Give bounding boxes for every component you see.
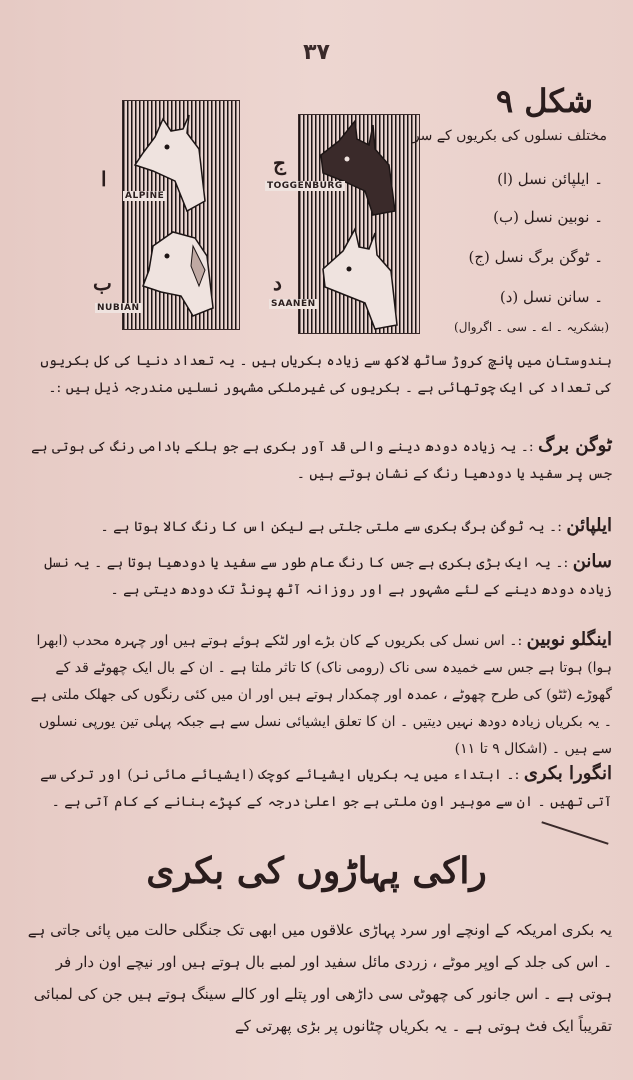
- nubian-label: NUBIAN: [97, 303, 140, 313]
- figure-caption: مختلف نسلوں کی بکریوں کے سر: [412, 128, 607, 144]
- legend-alpine: (ا) ۔ ایلپائن نسل: [497, 170, 603, 188]
- saanen-paragraph: [22, 548, 612, 604]
- nubian-text: :۔ اس نسل کی بکریوں کے کان بڑے اور لٹکے ہوئے ہوتے ہیں اور چہرہ محدب (ابھرا ہوا) ہوتا ہے جس سے خمیدہ سی ناک (رومی ناک) کا تاثر ملتا ہے ۔ ان کے بال ایک چھوٹے قد کے گھوڑے (ٹٹو) کی طرح چھوٹے ، عمدہ اور چمکدار ہوتے ہیں اور ان میں کئی رنگوں کی جھلک ملتی ہے ۔ یہ بکریاں زیادہ دودھ نہیں دیتیں ۔ ان کا تعلق ایشیائی نسل سے ہے جبکہ پہلی تین یورپی نسلوں سے ہیں ۔ (اشکال ۹ تا ۱۱): [30, 633, 612, 757]
- section-paragraph: یہ بکری امریکہ کے اونچے اور سرد پہاڑی علاقوں میں ابھی تک جنگلی حالت میں پائی جاتی ہے ۔ اس کی جلد کے اوپر موٹے ، زردی مائل سفید اور لمبے بال ہوتے ہیں اور نیچے اون دار فر ہوتی ہے ۔ اس جانور کی چھوٹی سی داڑھی اور پتلے اور کالے سینگ ہوتے ہیں جن کی لمبائی تقریباً ایک فٹ ہوتی ہے ۔ یہ بکریاں چٹانوں پر بڑی پھرتی کے: [27, 921, 612, 1035]
- intro-paragraph: ہندوستان میں پانچ کروڑ ساٹھ لاکھ سے زیادہ بکریاں ہیں ۔ یہ تعداد دنیا کی کل بکریوں کی تعداد کی ایک چوتھائی ہے ۔ بکریوں کی غیرملکی مشہور نسلیں مندرجہ ذیل ہیں :۔: [40, 353, 612, 396]
- saanen-heading: سانن: [572, 551, 612, 572]
- nubian-letter: ب: [93, 271, 112, 295]
- figure-title: شکل ۹: [495, 82, 593, 120]
- alpine-photo: [93, 100, 240, 330]
- toggenburg-heading: ٹوگن برگ: [538, 435, 612, 456]
- legend-toggenburg: (ج) ۔ ٹوگن برگ نسل: [468, 248, 603, 266]
- section-heading: راکی پہاڑوں کی بکری: [146, 850, 487, 892]
- toggenburg-label: TOGGENBURG: [267, 181, 343, 191]
- alpine-label: ALPINE: [125, 191, 165, 201]
- toggenburg-photo: [267, 114, 420, 334]
- figure-credit: (بشکریہ ۔ اے ۔ سی ۔ اگروال): [454, 320, 609, 334]
- alpine-paragraph: [22, 512, 612, 541]
- page-number: ۳۷: [303, 40, 330, 65]
- saanen-goat-head-icon: [299, 225, 419, 333]
- nubian-paragraph: [22, 626, 612, 763]
- alpine-heading: ایلپائن: [566, 515, 612, 536]
- legend-nubian: (ب) ۔ نوبین نسل: [493, 208, 603, 226]
- toggenburg-text: :۔ یہ زیادہ دودھ دینے والی قد آور بکری ہے جو ہلکے بادامی رنگ کی ہوتی ہے جس پر سفید یا دودھیا رنگ کے نشان ہوتے ہیں ۔: [31, 439, 612, 482]
- angora-text: :۔ ابتداء میں یہ بکریاں ایشیائے کوچک (ایشیائے مائی نر) اور ترکی سے آتی تھیں ۔ ان سے موہیر اون ملتی ہے جو اعلیٰ درجہ کے کپڑے بنانے کے کام آتی ہے ۔: [40, 767, 612, 810]
- alpine-text: :۔ یہ ٹوگن برگ بکری سے ملتی جلتی ہے لیکن اس کا رنگ کالا ہوتا ہے ۔: [100, 519, 562, 535]
- pen-stroke: [541, 821, 608, 845]
- legend-saanen: (د) ۔ سانن نسل: [499, 288, 603, 306]
- alpine-letter: ا: [101, 167, 107, 191]
- toggenburg-paragraph: [22, 432, 612, 488]
- angora-paragraph: [22, 760, 612, 816]
- nubian-heading: اینگلو نوبین: [526, 629, 612, 650]
- angora-heading: انگورا بکری: [523, 763, 612, 784]
- toggenburg-letter: ج: [273, 151, 286, 175]
- saanen-text: :۔ یہ ایک بڑی بکری ہے جس کا رنگ عام طور سے سفید یا دودھیا ہوتا ہے ۔ یہ نسل زیادہ دودھ دینے کے لئے مشہور ہے اور روزانہ آٹھ پونڈ تک دودھ دیتی ہے ۔: [44, 555, 612, 598]
- saanen-label: SAANEN: [271, 299, 316, 309]
- saanen-letter: د: [273, 271, 282, 295]
